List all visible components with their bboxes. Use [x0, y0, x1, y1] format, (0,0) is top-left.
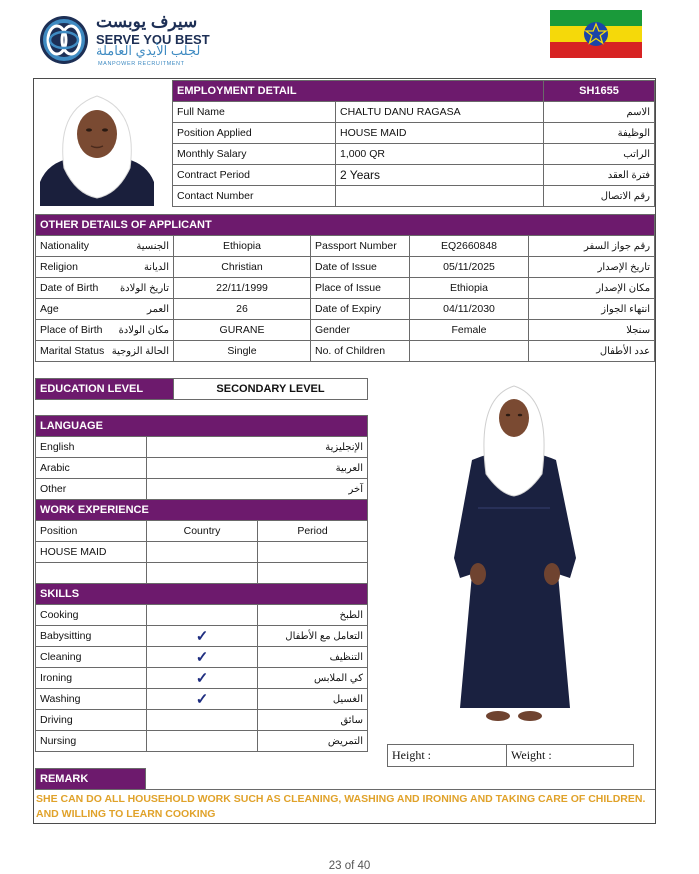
- employment-row: [173, 102, 655, 123]
- work-experience-header: WORK EXPERIENCE: [36, 500, 368, 521]
- employment-label-ar: الراتب: [544, 144, 655, 165]
- other-details-table: [35, 214, 655, 362]
- skill-label-ar: كي الملابس: [258, 668, 368, 689]
- skill-row: [36, 710, 368, 731]
- skill-row: [36, 668, 368, 689]
- work-row: [36, 563, 368, 584]
- detail-value: 05/11/2025: [410, 257, 529, 278]
- employment-label-ar: الاسم: [544, 102, 655, 123]
- employment-value: HOUSE MAID: [336, 123, 544, 144]
- detail-value: 22/11/1999: [174, 278, 311, 299]
- skill-label-ar: التمريض: [258, 731, 368, 752]
- skill-label: Cooking: [36, 605, 147, 626]
- employment-label: Contract Period: [173, 165, 336, 186]
- language-label-ar: آخر: [147, 479, 368, 500]
- employment-value: [336, 186, 544, 207]
- other-details-header: OTHER DETAILS OF APPLICANT: [36, 215, 655, 236]
- skill-check: [147, 605, 258, 626]
- other-details-row: [36, 257, 655, 278]
- detail-value: Ethiopia: [410, 278, 529, 299]
- detail-value: [410, 341, 529, 362]
- employment-row: [173, 144, 655, 165]
- skills-header: SKILLS: [36, 584, 368, 605]
- language-label-ar: الإنجليزية: [147, 437, 368, 458]
- employment-label-ar: الوظيفة: [544, 123, 655, 144]
- detail-label-ar: انتهاء الجواز: [529, 299, 655, 320]
- employment-label-ar: فترة العقد: [544, 165, 655, 186]
- skill-label: Babysitting: [36, 626, 147, 647]
- employment-label-ar: رقم الاتصال: [544, 186, 655, 207]
- remark-table: [35, 768, 655, 790]
- detail-label: Passport Number: [311, 236, 410, 257]
- page-number: 23 of 40: [328, 860, 371, 872]
- work-position: [36, 563, 147, 584]
- detail-value: Female: [410, 320, 529, 341]
- detail-label-ar: عدد الأطفال: [529, 341, 655, 362]
- employment-label: Position Applied: [173, 123, 336, 144]
- work-column-position: Position: [36, 521, 147, 542]
- skill-label-ar: الغسيل: [258, 689, 368, 710]
- detail-label: Date of Issue: [311, 257, 410, 278]
- detail-value: Christian: [174, 257, 311, 278]
- detail-label-ar: الحالة الزوجية: [108, 341, 174, 362]
- detail-value: GURANE: [174, 320, 311, 341]
- weight-label: Weight :: [507, 745, 561, 767]
- language-label: English: [36, 437, 147, 458]
- detail-value: Ethiopia: [174, 236, 311, 257]
- remark-text: SHE CAN DO ALL HOUSEHOLD WORK SUCH AS CLEANING, WASHING AND IRONING AND TAKING CARE OF CHILDREN. AND WILLING TO LEARN COOKING: [36, 793, 646, 820]
- check-icon: ✓: [147, 626, 258, 647]
- employment-value: 2 Years: [336, 165, 544, 186]
- remark-header-spacer: [146, 769, 655, 790]
- employment-row: [173, 165, 655, 186]
- work-position: HOUSE MAID: [36, 542, 147, 563]
- employment-label: Contact Number: [173, 186, 336, 207]
- work-country: [147, 542, 258, 563]
- skill-row: [36, 689, 368, 710]
- skill-row: [36, 647, 368, 668]
- detail-label-ar: تاريخ الإصدار: [529, 257, 655, 278]
- language-label: Arabic: [36, 458, 147, 479]
- detail-value: 26: [174, 299, 311, 320]
- brand-tagline-en: MANPOWER RECRUITMENT: [98, 61, 185, 67]
- detail-value: Single: [174, 341, 311, 362]
- detail-label: Age: [36, 299, 108, 320]
- detail-label: Date of Expiry: [311, 299, 410, 320]
- skill-label-ar: التنظيف: [258, 647, 368, 668]
- other-details-row: [36, 278, 655, 299]
- skill-check: [147, 710, 258, 731]
- brand-name-ar: سيرف يوبست: [96, 12, 198, 31]
- skill-row: [36, 626, 368, 647]
- detail-label: Marital Status: [36, 341, 108, 362]
- skill-label-ar: التعامل مع الأطفال: [258, 626, 368, 647]
- applicant-portrait-photo: [38, 90, 156, 206]
- skill-label: Ironing: [36, 668, 147, 689]
- detail-label: Nationality: [36, 236, 108, 257]
- brand-name-en: SERVE YOU BEST: [96, 32, 210, 47]
- detail-label: No. of Children: [311, 341, 410, 362]
- check-icon: ✓: [147, 689, 258, 710]
- education-level-header: EDUCATION LEVEL: [36, 379, 174, 400]
- detail-label-ar: الديانة: [108, 257, 174, 278]
- skill-label: Driving: [36, 710, 147, 731]
- work-column-period: Period: [258, 521, 368, 542]
- ethiopia-flag-icon: [550, 10, 642, 58]
- work-row: [36, 542, 368, 563]
- work-column-country: Country: [147, 521, 258, 542]
- employment-label: Monthly Salary: [173, 144, 336, 165]
- other-details-row: [36, 341, 655, 362]
- detail-value: EQ2660848: [410, 236, 529, 257]
- height-label: Height :: [388, 745, 440, 767]
- detail-label: Place of Birth: [36, 320, 108, 341]
- employment-detail-table: [172, 80, 655, 207]
- employment-detail-header: EMPLOYMENT DETAIL: [173, 81, 544, 102]
- skill-row: [36, 731, 368, 752]
- detail-label-ar: سنجلا: [529, 320, 655, 341]
- logo-mark-icon: [38, 14, 90, 66]
- education-level-value: SECONDARY LEVEL: [174, 379, 368, 400]
- other-details-row: [36, 236, 655, 257]
- work-country: [147, 563, 258, 584]
- language-label: Other: [36, 479, 147, 500]
- language-header: LANGUAGE: [36, 416, 368, 437]
- skill-label: Washing: [36, 689, 147, 710]
- work-period: [258, 563, 368, 584]
- other-details-row: [36, 299, 655, 320]
- skill-label: Nursing: [36, 731, 147, 752]
- employment-label: Full Name: [173, 102, 336, 123]
- detail-value: 04/11/2030: [410, 299, 529, 320]
- remark-header: REMARK: [36, 769, 146, 790]
- work-period: [258, 542, 368, 563]
- work-columns-row: [36, 521, 368, 542]
- detail-label: Gender: [311, 320, 410, 341]
- language-row: [36, 458, 368, 479]
- height-weight-table: [387, 744, 634, 767]
- skill-row: [36, 605, 368, 626]
- check-icon: ✓: [147, 668, 258, 689]
- brand-tagline-ar: لجلب الأيدي العاملة: [96, 43, 201, 58]
- weight-value: [561, 745, 634, 767]
- company-logo: [38, 12, 218, 68]
- employment-value: CHALTU DANU RAGASA: [336, 102, 544, 123]
- skill-label-ar: الطبخ: [258, 605, 368, 626]
- skill-label: Cleaning: [36, 647, 147, 668]
- detail-label-ar: مكان الولادة: [108, 320, 174, 341]
- other-details-row: [36, 320, 655, 341]
- employment-row: [173, 123, 655, 144]
- language-row: [36, 437, 368, 458]
- detail-label: Date of Birth: [36, 278, 108, 299]
- detail-label: Religion: [36, 257, 108, 278]
- check-icon: ✓: [147, 647, 258, 668]
- employment-row: [173, 186, 655, 207]
- detail-label-ar: مكان الإصدار: [529, 278, 655, 299]
- skill-check: [147, 731, 258, 752]
- detail-label: Place of Issue: [311, 278, 410, 299]
- detail-label-ar: رقم جواز السفر: [529, 236, 655, 257]
- skill-label-ar: سائق: [258, 710, 368, 731]
- employment-value: 1,000 QR: [336, 144, 544, 165]
- education-level-table: [35, 378, 368, 400]
- language-work-skills-table: [35, 415, 368, 752]
- detail-label-ar: العمر: [108, 299, 174, 320]
- applicant-full-body-photo: [420, 378, 610, 734]
- language-label-ar: العربية: [147, 458, 368, 479]
- detail-label-ar: الجنسية: [108, 236, 174, 257]
- applicant-code: SH1655: [544, 81, 655, 102]
- detail-label-ar: تاريخ الولادة: [108, 278, 174, 299]
- height-value: [440, 745, 507, 767]
- language-row: [36, 479, 368, 500]
